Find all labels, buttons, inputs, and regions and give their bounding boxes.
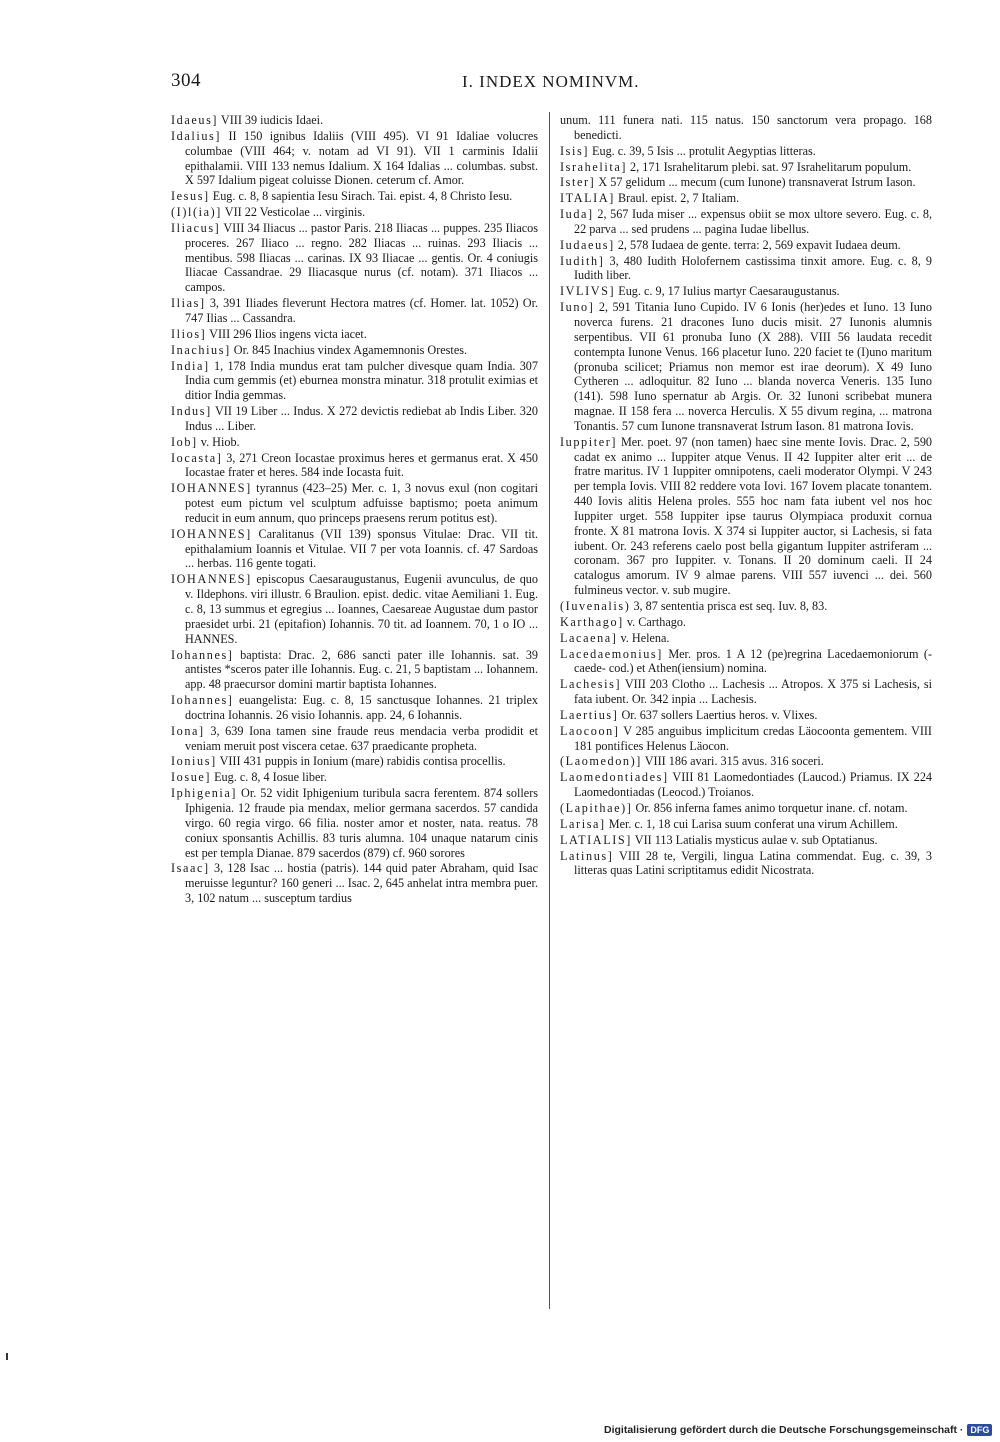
entry-lemma: Ionius] <box>171 754 217 769</box>
index-entry <box>171 404 538 434</box>
entry-lemma: India] <box>171 358 210 373</box>
index-entry <box>560 677 932 707</box>
entry-lemma: IVLIVS] <box>560 284 616 299</box>
entry-text: Caralitanus (VII 139) sponsus Vitulae: Drac. VII tit. epithalamium Ioannis et Vitulae. VII 7 per vota Ioannis. cf. 47 Sardoas ... herbas. 116 gente togati. <box>185 526 539 571</box>
index-entry <box>171 786 538 860</box>
entry-text: VIII 81 Laomedontiades (Laucod.) Priamus. IX 224 Laomedontiadas (Leocod.) Troianos. <box>574 770 933 800</box>
entry-lemma: Lacaena] <box>560 630 618 645</box>
entry-text: VII 113 Latialis mysticus aulae v. sub Optatianus. <box>634 832 878 847</box>
entry-lemma: IOHANNES] <box>171 481 252 496</box>
index-entry <box>560 435 932 598</box>
entry-text: Braul. epist. 2, 7 Italiam. <box>617 191 740 206</box>
index-entry <box>171 481 538 526</box>
index-entry <box>171 572 538 646</box>
entry-lemma: Idaeus] <box>171 113 219 127</box>
index-entry <box>560 238 932 253</box>
entry-lemma: IOHANNES] <box>171 526 252 541</box>
index-entry <box>560 284 932 299</box>
entry-lemma: Idalius] <box>171 128 222 143</box>
index-entry <box>560 207 932 237</box>
index-entry <box>560 631 932 646</box>
entry-text: VIII 39 iudicis Idaei. <box>220 113 324 127</box>
column-divider <box>549 112 550 1309</box>
entry-text: X 57 gelidum ... mecum (cum Iunone) transnaverat Istrum Iason. <box>598 175 916 190</box>
index-entry <box>171 189 538 204</box>
entry-lemma: Isaac] <box>171 861 210 876</box>
entry-lemma: (Laomedon)] <box>560 754 642 769</box>
entry-text: baptista: Drac. 2, 686 sancti pater ille Iohannis. sat. 39 antistes *sceros pater ille Iohannis. Eug. c. 21, 5 baptistam ... Iohannem. app. 48 praecursor domini martir baptista Iohannes. <box>185 647 539 692</box>
digitization-footer <box>604 1424 992 1436</box>
entry-text: Or. 52 vidit Iphigenium turibula sacra ferentem. 874 sollers Iphigenia. 12 fraude pia mendax, melior germana sacerdos. 57 candida virgo. 60 regia virgo. 66 filia. noster amor et noster, nata. reatus. 78 coniux sponsantis Achillis. 83 turis alumna. 104 unaque natarum cinis est per templa Dianae. 879 sacerdos (879) cf. 960 sorores <box>185 786 538 860</box>
entry-lemma: Laocoon] <box>560 723 620 738</box>
entry-text: 3, 271 Creon Iocastae proximus heres et germanus erat. X 450 Iocastae frater et heres. 584 inde Iocasta fuit. <box>185 450 539 480</box>
entry-lemma: (Lapithae)] <box>560 800 633 815</box>
entry-text: VIII 28 te, Vergili, lingua Latina commendat. Eug. c. 39, 3 litteras quas Latini scriptitamus edidit Nicostrata. <box>574 848 932 878</box>
entry-lemma: Iudaeus] <box>560 237 615 252</box>
entry-text: VIII 34 Iliacus ... pastor Paris. 218 Iliacas ... puppes. 235 Iliacos proceres. 267 Iliaco ... regno. 282 Iliacas ... ruinas. 293 Iliacis ... mentibus. 598 Iliacas ... carinas. IX 93 Iliacae ... gentis. Or. 4 coniugis Iliacae Cassandrae. 29 Iliacasque nurus (cf. notam). 371 Iliacos ... campos. <box>185 220 538 295</box>
entry-text: Eug. c. 8, 8 sapientia Iesu Sirach. Tai. epist. 4, 8 Christo Iesu. <box>212 189 513 204</box>
running-head: I. INDEX NOMINVM. <box>462 72 640 91</box>
entry-lemma: Iliacus] <box>171 220 221 235</box>
entry-lemma: Larisa] <box>560 816 606 831</box>
entry-text: Eug. c. 39, 5 Isis ... protulit Aegyptias litteras. <box>592 143 816 158</box>
entry-text: 3, 391 Iliades fleverunt Hectora matres (cf. Homer. lat. 1052) Or. 747 Ilias ... Cassandra. <box>185 296 538 325</box>
entry-text: VIII 186 avari. 315 avus. 316 soceri. <box>644 754 824 769</box>
entry-lemma: Iphigenia] <box>171 786 238 801</box>
entry-lemma: Latinus] <box>560 848 614 863</box>
footer-text: Digitalisierung gefördert durch die Deutsche Forschungsgemeinschaft · <box>604 1424 964 1436</box>
entry-lemma: Iesus] <box>171 189 210 204</box>
page-number: 304 <box>171 70 201 91</box>
entry-text: v. Hiob. <box>200 434 240 449</box>
index-entry <box>560 833 932 848</box>
entry-text: episcopus Caesaraugustanus, Eugenii avunculus, de quo v. Ildephons. viri illustr. 6 Braulion. epist. dedic. vitae Aemiliani 1. Eug. c. 8, 13 summus et egregius ... Ioannes, Caesareae Augustae dum pastor praesidet urbi. 21 (epitafion) Iohannis. 70 tit. ad Ioannem. 70, 1 o IO ... HANNES. <box>185 572 538 646</box>
index-entry <box>171 754 538 769</box>
entry-text: VII 22 Vesticolae ... virginis. <box>224 205 366 220</box>
entry-text: 2, 567 Iuda miser ... expensus obiit se mox ultore severo. Eug. c. 8, 22 parva ... sed prudens ... pagina Iudae libellus. <box>574 207 933 236</box>
entry-text: Mer. c. 1, 18 cui Larisa suum conferat una virum Achillem. <box>608 816 898 831</box>
entry-text: V 285 anguibus implicitum credas Läocoonta gementem. VIII 181 pontifices Helenus Läocon. <box>574 723 932 753</box>
entry-text: 3, 480 Iudith Holofernem castissima tinxit amore. Eug. c. 8, 9 Iudith liber. <box>574 253 932 283</box>
index-entry <box>560 599 932 614</box>
entry-text: 3, 128 Isac ... hostia (patris). 144 quid pater Abraham, quid Isac meruisse leguntur? 160 generi ... Isac. 2, 645 anhelat intra membra puer. 3, 102 natum ... susceptum tardius <box>185 861 538 906</box>
index-column-left <box>171 113 538 907</box>
entry-lemma: (Iuvenalis) <box>560 599 631 613</box>
entry-lemma: Iuda] <box>560 207 594 222</box>
entry-lemma: Iohannes] <box>171 693 234 708</box>
entry-text: v. Carthago. <box>626 614 686 629</box>
index-entry <box>171 861 538 906</box>
index-entry <box>171 527 538 572</box>
entry-lemma: Isis] <box>560 143 589 158</box>
index-entry <box>171 435 538 450</box>
entry-text: Mer. pros. 1 A 12 (pe)regrina Lacedaemoniorum (-caede- cod.) et Athen(iensium) nomina. <box>574 646 932 676</box>
entry-text: 2, 578 Iudaea de gente. terra: 2, 569 expavit Iudaea deum. <box>617 237 901 252</box>
index-entry <box>560 254 932 284</box>
entry-lemma: Indus] <box>171 404 212 419</box>
index-entry <box>171 221 538 295</box>
entry-lemma: Laertius] <box>560 707 619 722</box>
index-entry <box>560 300 932 434</box>
index-entry <box>171 129 538 188</box>
index-entry <box>171 359 538 404</box>
index-entry <box>560 754 932 769</box>
entry-lemma: Israhelita] <box>560 159 627 174</box>
entry-lemma: Ilios] <box>171 326 207 341</box>
entry-lemma: Ilias] <box>171 296 206 311</box>
entry-lemma: Inachius] <box>171 342 231 357</box>
entry-text: euangelista: Eug. c. 8, 15 sanctusque Iohannes. 21 triplex doctrina Iohannis. 26 visio Iohannis. app. 24, 6 Iohannis. <box>185 693 538 722</box>
entry-lemma: Lachesis] <box>560 677 622 692</box>
index-column-right <box>560 113 932 879</box>
index-entry <box>171 327 538 342</box>
entry-text: 2, 591 Titania Iuno Cupido. IV 6 Ionis (her)edes et Iuno. 13 Iuno noverca furens. 21 dracones Iuno ducis misit. 27 Iunonis alumnis serpentibus. VII 61 pronuba Iuno (X 288). VIII 56 laudata recedit contempta Iunone Venus. 166 placetur Iuno. 220 faciet te (I)uno maritum (pronuba scilicet; Priamus non memor est irae deorum). X 49 Iuno Cytheren ... adloquitur. 82 Iuno ... blanda noverca Veneris. 135 Iuno (141). 598 Iuno spernatur ab Argis. Or. 32 Iunoni scribebat munera magnae. II 158 fera ... noverca Herculis. X 55 divum regina, ... matrona Tonantis. 57 cum Iunone transnaverat Istrum Iason. 81 matrona Iovis. <box>574 300 932 433</box>
entry-text: II 150 ignibus Idaliis (VIII 495). VI 91 Idaliae volucres columbae (VIII 464; v. notam ad VI 91). VII 1 carminis Idalii epithalamii. VIII 133 nemus Idalium. X 164 Idalias ... columbas. subst. X 597 Idalium pigeat coluisse Dionen. ceterum cf. Amor. <box>185 128 538 188</box>
entry-text: VIII 431 puppis in Ionium (mare) rabidis contisa procellis. <box>219 754 506 769</box>
index-entry <box>560 160 932 175</box>
index-entry <box>171 693 538 723</box>
index-entry <box>560 144 932 159</box>
index-entry <box>171 451 538 481</box>
entry-text: Eug. c. 9, 17 Iulius martyr Caesaraugustanus. <box>618 284 840 299</box>
index-entry <box>171 205 538 220</box>
entry-lemma: Iona] <box>171 723 205 738</box>
index-entry <box>560 770 932 800</box>
entry-lemma: IOHANNES] <box>171 572 252 587</box>
entry-lemma: Iohannes] <box>171 647 234 662</box>
index-entry <box>560 801 932 816</box>
entry-text: tyrannus (423–25) Mer. c. 1, 3 novus exul (non cogitari potest eum pictum vel sculptum adfuisse baptismo; poeta animum reducit in eum annum, quo princeps praesens rerum potitus est). <box>185 481 538 525</box>
index-entry <box>171 770 538 785</box>
index-entry <box>560 817 932 832</box>
entry-lemma: ITALIA] <box>560 191 615 206</box>
entry-lemma: Laomedontiades] <box>560 770 669 785</box>
entry-text: Mer. poet. 97 (non tamen) haec sine mente Iovis. Drac. 2, 590 cadat ex animo ... Iuppiter atque Venus. II 42 Iuppiter alter erit ... de fratre maritus. IV 1 Iuppiter omnipotens, caeli moderator Olympi. V 243 per templa Iovis. VIII 82 reddere vota Iovi. 167 Iovem placate tonantem. 440 Iovis alitis Helena proles. 555 hoc nam fata iubent vel nos hoc Iuppiter urget. 558 Iuppiter ipse taurus Olympiaca produxit cornua fronte. X 81 matrona Iovis. X 374 si Iuppiter auctor, si Lachesis, si fata iubent. Or. 243 referens caelo post bella gigantum Iuppiter astriferam ... coronam. 367 pro Iuppiter. v. Tonans. II 20 dominum caeli. II 24 catalogus amorum. IV 9 almae parens. VIII 557 iuvenci ... dei. 560 fulmineus vector. v. sub mugire. <box>574 434 933 598</box>
entry-lemma: Iocasta] <box>171 450 223 465</box>
entry-lemma: Lacedaemonius] <box>560 646 663 661</box>
entry-lemma: (I)l(ia)] <box>171 205 222 220</box>
entry-lemma: Iob] <box>171 434 198 449</box>
entry-text: Or. 637 sollers Laertius heros. v. Vlixes. <box>621 707 818 722</box>
entry-text: Eug. c. 8, 4 Iosue liber. <box>214 770 327 785</box>
index-entry <box>560 175 932 190</box>
entry-lemma: Ister] <box>560 175 596 190</box>
entry-lemma: Karthago] <box>560 614 624 629</box>
entry-lemma: Iudith] <box>560 253 605 268</box>
index-entry <box>560 724 932 754</box>
entry-lemma: LATIALIS] <box>560 832 632 847</box>
entry-text: 3, 87 sententia prisca est seq. Iuv. 8, 83. <box>633 599 828 613</box>
entry-text: 1, 178 India mundus erat tam pulcher divesque quam India. 307 India cum gemmis (et) eburnea monstra minatur. 318 protulit eximias et ditior India gemmas. <box>185 358 538 403</box>
index-entry <box>171 296 538 326</box>
index-entry <box>560 615 932 630</box>
entry-text: 3, 639 Iona tamen sine fraude reus mendacia verba prodidit et veniam meruit post viscera cetae. 637 praedicante propheta. <box>185 723 538 753</box>
index-entry <box>560 113 932 143</box>
index-entry <box>560 708 932 723</box>
index-entry <box>171 724 538 754</box>
dfg-logo-icon: DFG <box>967 1424 992 1436</box>
index-entry <box>560 849 932 879</box>
entry-text: 2, 171 Israhelitarum plebi. sat. 97 Israhelitarum populum. <box>630 159 912 174</box>
scan-speck <box>6 1353 8 1360</box>
entry-text: v. Helena. <box>620 630 670 645</box>
entry-lemma: Iosue] <box>171 770 212 785</box>
index-entry <box>171 648 538 693</box>
entry-text: VIII 296 Ilios ingens victa iacet. <box>209 326 367 341</box>
entry-text: Or. 856 inferna fames animo torquetur inane. cf. notam. <box>635 800 908 815</box>
index-entry <box>560 647 932 677</box>
entry-text: VIII 203 Clotho ... Lachesis ... Atropos. X 375 si Lachesis, si fata iubent. Or. 342 inpia ... Lachesis. <box>574 677 932 707</box>
entry-lemma: Iuppiter] <box>560 434 618 449</box>
entry-lemma: Iuno] <box>560 300 595 315</box>
index-entry <box>171 343 538 358</box>
index-entry <box>171 113 538 128</box>
entry-text: VII 19 Liber ... Indus. X 272 devictis rediebat ab Indis Liber. 320 Indus ... Liber. <box>185 404 539 433</box>
entry-text: Or. 845 Inachius vindex Agamemnonis Orestes. <box>233 342 468 357</box>
entry-text: unum. 111 funera nati. 115 natus. 150 sanctorum vera propago. 168 benedicti. <box>560 113 932 142</box>
index-entry <box>560 191 932 206</box>
